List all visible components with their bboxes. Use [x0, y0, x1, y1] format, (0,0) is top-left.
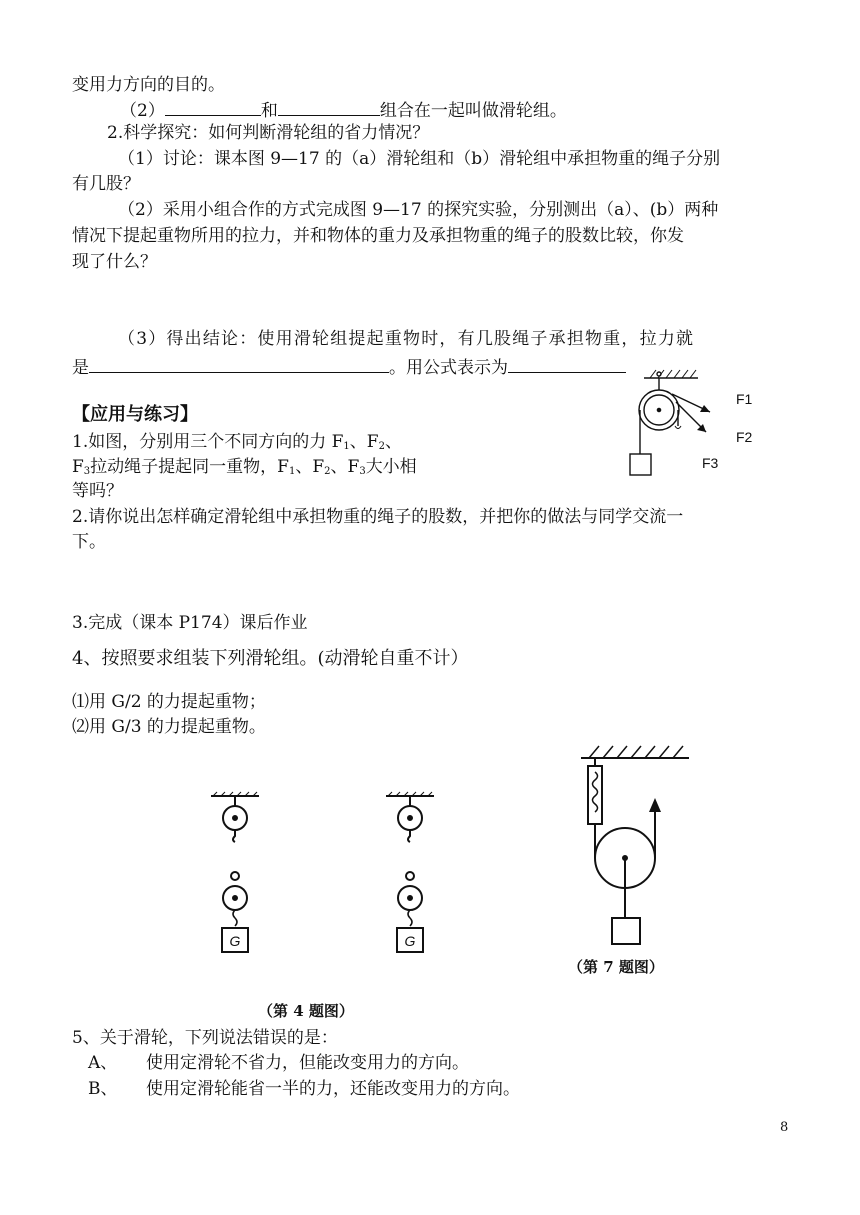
question-4: 4、按照要求组装下列滑轮组。(动滑轮自重不计） — [72, 648, 469, 669]
text-formula: 。用公式表示为 — [389, 358, 508, 378]
ring — [406, 872, 414, 880]
text-line-7: 情况下提起重物所用的拉力，并和物体的重力及承担物重的绳子的股数比较，你发 — [72, 226, 684, 246]
section-heading: 【应用与练习】 — [72, 404, 198, 425]
q1-text-b: 、F — [349, 432, 379, 452]
text-line-2 — [120, 98, 567, 122]
weight-label: G — [404, 933, 416, 949]
pull-arrow — [649, 798, 661, 812]
spring-scale — [588, 766, 602, 824]
question-2-line-1: 2.请你说出怎样确定滑轮组中承担物重的绳子的股数，并把你的做法与同学交流一 — [72, 507, 684, 527]
fill-blank-2[interactable] — [278, 98, 380, 116]
text-combined: 组合在一起叫做滑轮组。 — [379, 101, 567, 121]
question-3: 3.完成（课本 P174）课后作业 — [72, 613, 308, 633]
label-f1: F1 — [736, 391, 753, 407]
q1-text-a: 1.如图，分别用三个不同方向的力 F — [72, 432, 344, 452]
text-line-5: 有几股？ — [72, 174, 140, 194]
q1-text-f2: 、F — [330, 457, 360, 477]
q1-text-f: F — [72, 457, 84, 477]
movable-pulley-figure — [575, 742, 695, 952]
question-4-part-2: ⑵用 G/3 的力提起重物。 — [72, 717, 266, 737]
label-f2: F2 — [736, 429, 753, 445]
hook-ring — [657, 372, 661, 376]
subscript: 2 — [324, 466, 331, 477]
weight-block — [630, 454, 651, 475]
hook — [233, 830, 235, 842]
question-1-line-3: 等吗？ — [72, 481, 123, 501]
text-line-9: （3）得出结论：使用滑轮组提起重物时，有几股绳子承担物重，拉力就 — [118, 329, 695, 349]
option-b-text: 使用定滑轮能省一半的力，还能改变用力的方向。 — [146, 1079, 520, 1099]
subscript: 1 — [288, 466, 296, 477]
fixed-pulley-forces-figure — [620, 364, 770, 484]
text-line-10 — [72, 355, 626, 379]
q1-text-g: 大小相 — [365, 457, 417, 477]
fill-blank-1[interactable] — [165, 98, 261, 116]
hook — [408, 830, 410, 842]
text-and: 和 — [260, 101, 278, 121]
ring — [231, 872, 239, 880]
fill-blank-4[interactable] — [508, 355, 626, 373]
text-line-4: （1）讨论：课本图 9—17 的（a）滑轮组和（b）滑轮组中承担物重的绳子分别 — [118, 149, 721, 169]
pulley-set-1-figure — [205, 790, 265, 960]
fill-blank-3[interactable] — [89, 355, 389, 373]
question-2-line-2: 下。 — [72, 532, 106, 552]
pulley-set-2-figure — [380, 790, 440, 960]
text-line-3: 2.科学探究：如何判断滑轮组的省力情况？ — [107, 123, 430, 143]
subscript: 2 — [378, 441, 385, 452]
weight-block — [612, 918, 640, 944]
question-1-line-1 — [72, 431, 402, 458]
page-number: 8 — [780, 1120, 789, 1135]
text-shi: 是 — [72, 358, 89, 378]
q1-text-c: 、 — [384, 432, 402, 452]
subscript: 3 — [359, 466, 366, 477]
option-a-label: A、 — [88, 1053, 118, 1073]
subscript: 1 — [343, 441, 350, 452]
q1-text-e: 、F — [295, 457, 325, 477]
q1-text-d: 拉动绳子提起同一重物，F — [90, 457, 289, 477]
text-line-6: （2）采用小组合作的方式完成图 9—17 的探究实验，分别测出（a）、(b）两种 — [118, 200, 719, 220]
label-f3: F3 — [702, 455, 719, 471]
text-line-8: 现了什么？ — [72, 252, 157, 272]
option-b-label: B、 — [88, 1079, 118, 1099]
figure-4-caption: （第 4 题图） — [258, 1002, 354, 1020]
figure-7-caption: （第 7 题图） — [568, 958, 664, 976]
option-a-text: 使用定滑轮不省力，但能改变用力的方向。 — [146, 1053, 469, 1073]
question-4-part-1: ⑴用 G/2 的力提起重物； — [72, 692, 266, 712]
question-5: 5、关于滑轮，下列说法错误的是： — [72, 1028, 338, 1048]
weight-label: G — [229, 933, 241, 949]
item-number: （2） — [120, 101, 165, 121]
subscript: 3 — [83, 466, 91, 477]
question-1-line-2 — [72, 456, 417, 483]
text-line-1: 变用力方向的目的。 — [72, 75, 225, 95]
